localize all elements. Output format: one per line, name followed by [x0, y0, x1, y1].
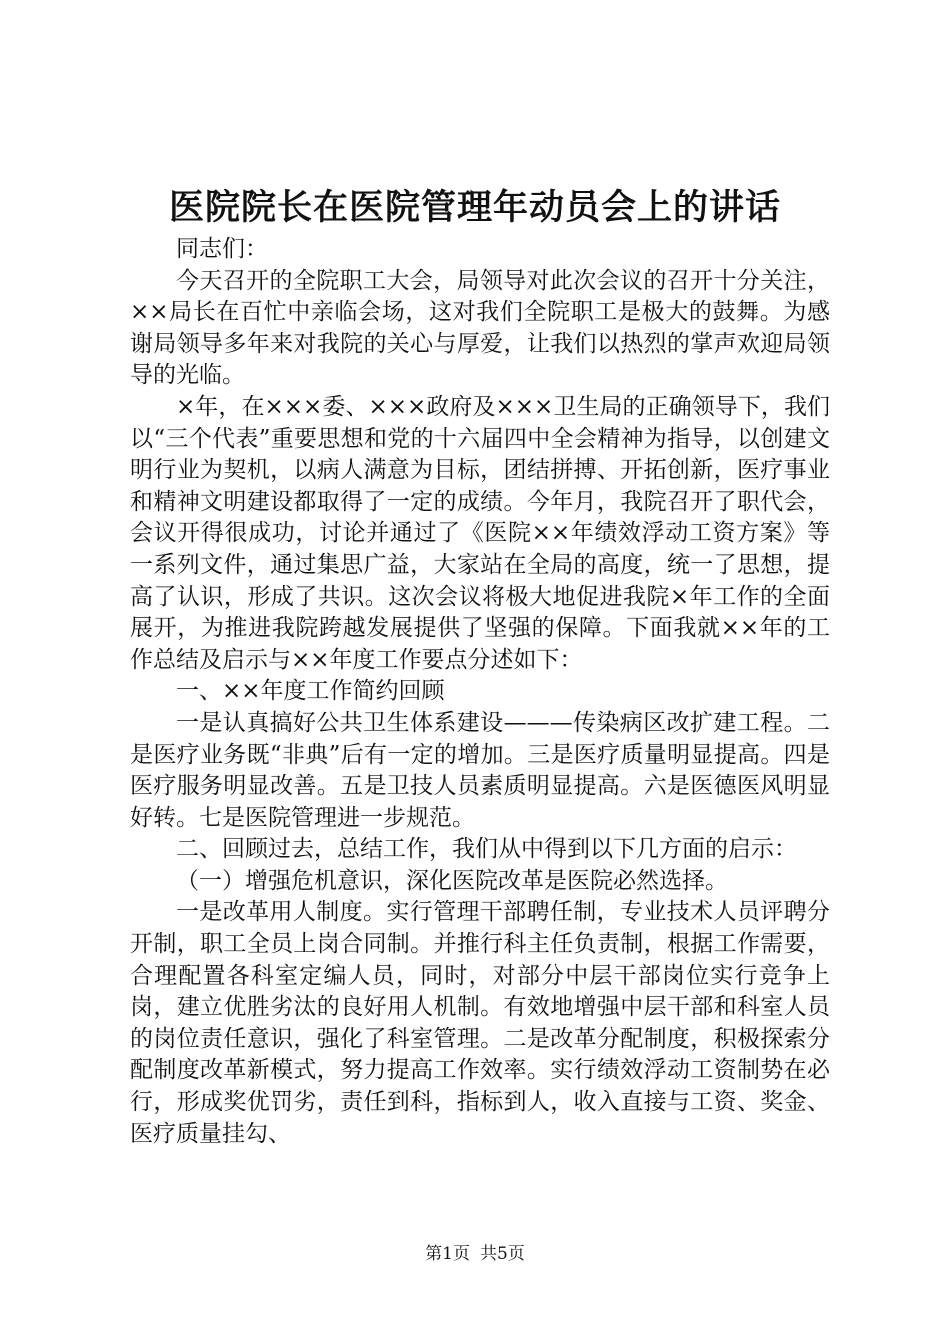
paragraph: 一是改革用人制度。实行管理干部聘任制，专业技术人员评聘分开制，职工全员上岗合同制。并推行科主任负责制，根据工作需要，合理配置各科室定编人员，同时，对部分中层干部岗位实行竞争上岗，建立优胜劣汰的良好用人机制。有效地增强中层干部和科室人员的岗位责任意识，强化了科室管理。二是改革分配制度，积极探索分配制度改革新模式，努力提高工作效率。实行绩效浮动工资制势在必行，形成奖优罚劣，责任到科，指标到人，收入直接与工资、奖金、医疗质量挂勾、 [130, 899, 830, 1147]
paragraph: ×年，在×××委、×××政府及×××卫生局的正确领导下，我们以“三个代表”重要思想和党的十六届四中全会精神为指导，以创建文明行业为契机，以病人满意为目标，团结拼搏、开拓创新，医疗事业和精神文明建设都取得了一定的成绩。今年月，我院召开了职代会，会议开得很成功，讨论并通过了《医院××年绩效浮动工资方案》等一系列文件，通过集思广益，大家站在全局的高度，统一了思想，提高了认识，形成了共识。这次会议将极大地促进我院×年工作的全面展开，为推进我院跨越发展提供了坚强的保障。下面我就××年的工作总结及启示与××年度工作要点分述如下： [130, 393, 830, 673]
section-heading: 二、回顾过去，总结工作，我们从中得到以下几方面的启示： [176, 836, 797, 863]
salutation: 同志们： [176, 236, 268, 262]
page-footer [0, 1243, 950, 1265]
page-total: 共5页 [480, 1244, 525, 1264]
page-number: 第1页 [425, 1244, 470, 1264]
paragraph: 今天召开的全院职工大会，局领导对此次会议的召开十分关注，××局长在百忙中亲临会场，这对我们全院职工是极大的鼓舞。为感谢局领导多年来对我院的关心与厚爱，让我们以热烈的掌声欢迎局领导的光临。 [130, 267, 830, 389]
document-title: 医院院长在医院管理年动员会上的讲话 [168, 187, 781, 228]
subsection-heading: （一）增强危机意识，深化医院改革是医院必然选择。 [176, 867, 728, 894]
document-body [130, 234, 830, 1150]
section-heading: 一、××年度工作简约回顾 [176, 678, 445, 705]
paragraph: 一是认真搞好公共卫生体系建设———传染病区改扩建工程。二是医疗业务既“非典”后有一定的增加。三是医疗质量明显提高。四是医疗服务明显改善。五是卫技人员素质明显提高。六是医德医风明显好转。七是医院管理进一步规范。 [130, 709, 830, 831]
